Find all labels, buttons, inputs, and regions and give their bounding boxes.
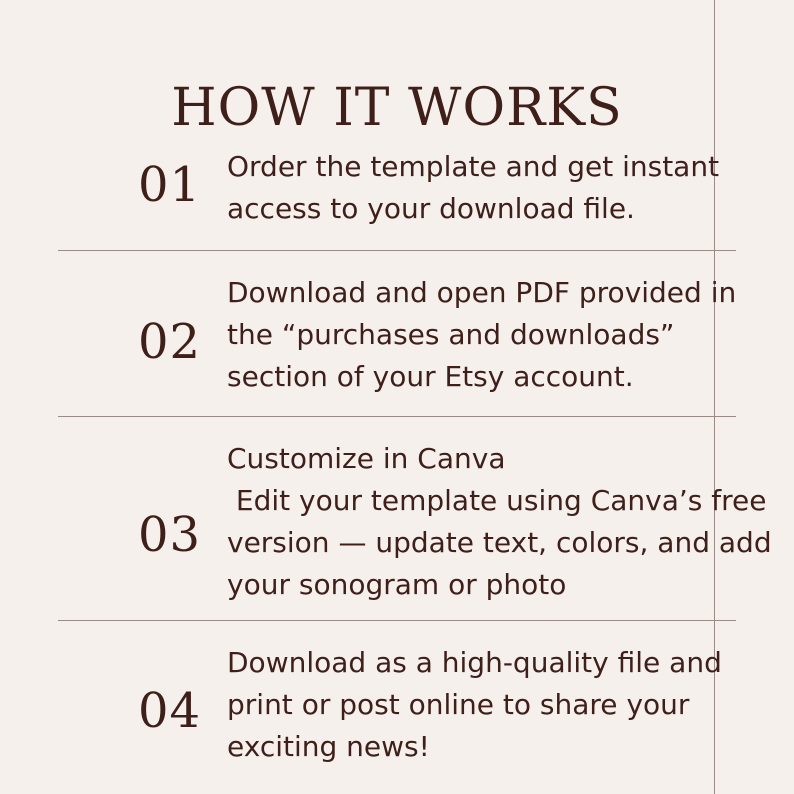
- step-3-text: [227, 438, 772, 606]
- step-2-line-3: section of your Etsy account.: [227, 360, 634, 393]
- step-2-number: 02: [138, 314, 202, 370]
- step-2-text: [227, 272, 737, 398]
- divider-3: [58, 620, 736, 621]
- step-4: [0, 642, 794, 772]
- divider-1: [58, 250, 736, 251]
- step-4-line-1: Download as a high-quality file and: [227, 646, 722, 679]
- step-4-line-2: print or post online to share your: [227, 688, 690, 721]
- step-2: [0, 272, 794, 416]
- step-3-line-2: Edit your template using Canva’s free: [227, 484, 767, 517]
- step-1-text: [227, 146, 720, 230]
- step-4-number: 04: [138, 683, 202, 739]
- divider-2: [58, 416, 736, 417]
- step-2-line-2: the “purchases and downloads”: [227, 318, 675, 351]
- step-1-line-2: access to your download file.: [227, 192, 635, 225]
- page-title: HOW IT WORKS: [171, 77, 623, 138]
- step-3-line-1: Customize in Canva: [227, 442, 506, 475]
- step-2-line-1: Download and open PDF provided in: [227, 276, 737, 309]
- step-4-line-3: exciting news!: [227, 730, 430, 763]
- step-3: [0, 438, 794, 618]
- step-4-text: [227, 642, 722, 768]
- step-1-number: 01: [138, 157, 202, 213]
- step-3-number: 03: [138, 507, 202, 563]
- step-3-line-3: version — update text, colors, and add: [227, 526, 772, 559]
- step-1-line-1: Order the template and get instant: [227, 150, 720, 183]
- step-1: [0, 144, 794, 250]
- step-3-line-4: your sonogram or photo: [227, 568, 567, 601]
